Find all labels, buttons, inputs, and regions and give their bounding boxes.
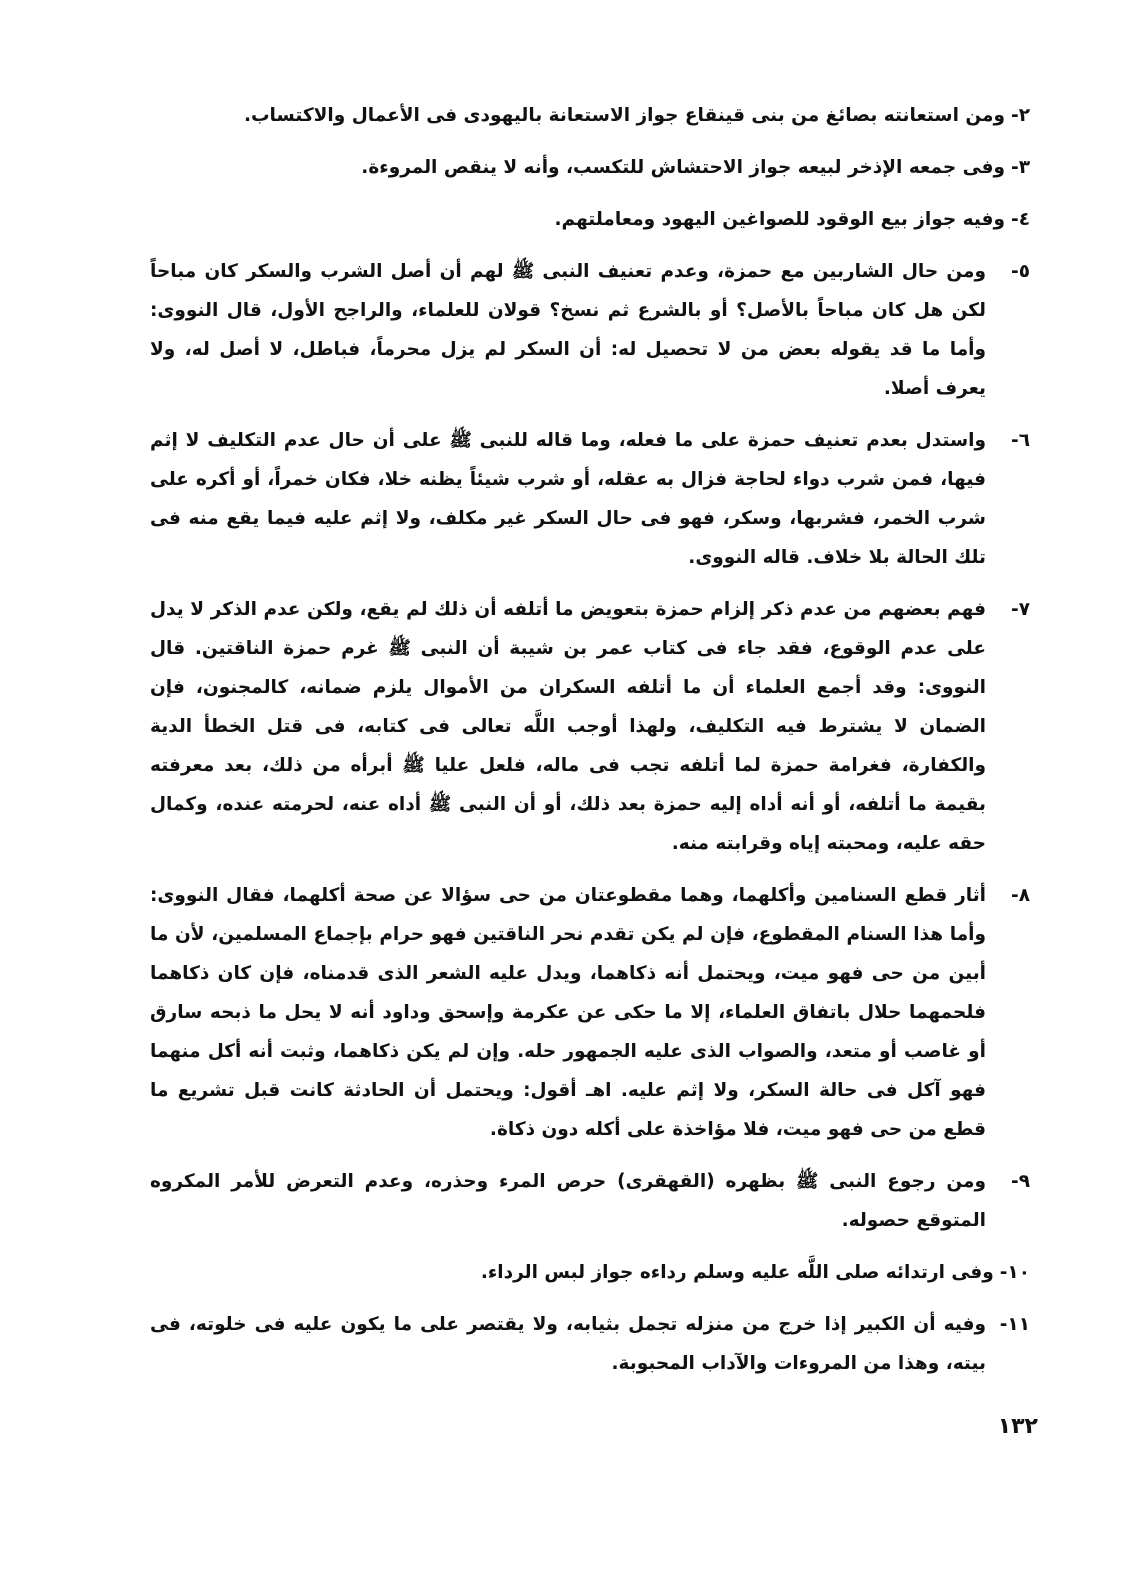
item-number: ٨- — [1011, 885, 1030, 906]
item-number: ٢- — [1011, 105, 1030, 126]
page-number: ١٣٢ — [997, 1414, 1038, 1439]
item-text: ومن رجوع النبى ﷺ بظهره (القهقرى) حرص المرء وحذره، وعدم التعرض للأمر المكروه المتوقع حصوله. — [150, 1171, 986, 1231]
list-item — [150, 1162, 1030, 1240]
item-text: ومن استعانته بصائغ من بنى قينقاع جواز الاستعانة باليهودى فى الأعمال والاكتساب. — [243, 105, 1006, 126]
list-item — [150, 590, 1030, 863]
item-number: ٣- — [1011, 157, 1030, 178]
list-item — [150, 200, 1030, 239]
item-number: ٦- — [1011, 430, 1030, 451]
item-number: ٩- — [1011, 1171, 1030, 1192]
list-item — [150, 1305, 1030, 1383]
item-text: أثار قطع السنامين وأكلهما، وهما مقطوعتان من حى سؤالا عن صحة أكلهما، فقال النووى: وأما هذا السنام المقطوع، فإن لم يكن تقدم نحر الناقتين فهو حرام بإجماع المسلمين، لأن ما أبين من حى فهو ميت، ويحتمل أنه ذكاهما، ويدل عليه الشعر الذى قدمناه، فإن كان ذكاهما فلحمهما حلال باتفاق العلماء، إلا ما حكى عن عكرمة وإسحق وداود أنه لا يحل ما ذبحه سارق أو غاصب أو متعد، والصواب الذى عليه الجمهور حله. وإن لم يكن ذكاهما، وثبت أنه أكل منهما فهو آكل فى حالة السكر، ولا إثم عليه. اهـ أقول: ويحتمل أن الحادثة كانت قبل تشريع ما قطع من حى فهو ميت، فلا مؤاخذة على أكله دون ذكاة. — [150, 885, 986, 1140]
item-text: وفى ارتدائه صلى اللَّه عليه وسلم رداءه جواز لبس الرداء. — [480, 1262, 994, 1283]
item-number: ١٠- — [999, 1262, 1030, 1283]
list-item — [150, 148, 1030, 187]
list-item — [150, 421, 1030, 577]
item-text: وفيه جواز بيع الوقود للصواغين اليهود ومعاملتهم. — [554, 209, 1006, 230]
list-item — [150, 876, 1030, 1149]
item-number: ٤- — [1011, 209, 1030, 230]
item-text: واستدل بعدم تعنيف حمزة على ما فعله، وما قاله للنبى ﷺ على أن حال عدم التكليف لا إثم فيها، فمن شرب دواء لحاجة فزال به عقله، أو شرب شيئاً يظنه خلا، فكان خمراً، أو أكره على شرب الخمر، فشربها، وسكر، فهو فى حال السكر غير مكلف، ولا إثم عليه فيما يقع منه فى تلك الحالة بلا خلاف. قاله النووى. — [150, 430, 986, 568]
list-item — [150, 1253, 1030, 1292]
item-text: وفيه أن الكبير إذا خرج من منزله تجمل بثيابه، ولا يقتصر على ما يكون عليه فى خلوته، فى بيته، وهذا من المروءات والآداب المحبوبة. — [150, 1314, 986, 1374]
list-item — [150, 96, 1030, 135]
list-item — [150, 252, 1030, 408]
item-number: ٧- — [1011, 599, 1030, 620]
item-number: ١١- — [999, 1314, 1030, 1335]
item-text: فهم بعضهم من عدم ذكر إلزام حمزة بتعويض ما أتلفه أن ذلك لم يقع، ولكن عدم الذكر لا يدل على عدم الوقوع، فقد جاء فى كتاب عمر بن شيبة أن النبى ﷺ غرم حمزة الناقتين. قال النووى: وقد أجمع العلماء أن ما أتلفه السكران من الأموال يلزم ضمانه، كالمجنون، فإن الضمان لا يشترط فيه التكليف، ولهذا أوجب اللَّه تعالى فى كتابه، فى قتل الخطأ الدية والكفارة، فغرامة حمزة لما أتلفه تجب فى ماله، فلعل عليا ﷺ أبرأه من ذلك، بعد معرفته بقيمة ما أتلفه، أو أنه أداه إليه حمزة بعد ذلك، أو أن النبى ﷺ أداه عنه، لحرمته عنده، وكمال حقه عليه، ومحبته إياه وقرابته منه. — [150, 599, 986, 854]
item-text: وفى جمعه الإذخر لبيعه جواز الاحتشاش للتكسب، وأنه لا ينقص المروءة. — [361, 157, 1006, 178]
item-text: ومن حال الشاربين مع حمزة، وعدم تعنيف النبى ﷺ لهم أن أصل الشرب والسكر كان مباحاً لكن هل كان مباحاً بالأصل؟ أو بالشرع ثم نسخ؟ قولان للعلماء، والراجح الأول، قال النووى: وأما ما قد يقوله بعض من لا تحصيل له: أن السكر لم يزل محرماً، فباطل، لا أصل له، ولا يعرف أصلا. — [150, 261, 986, 399]
item-number: ٥- — [1011, 261, 1030, 282]
page-body — [150, 96, 1030, 1396]
